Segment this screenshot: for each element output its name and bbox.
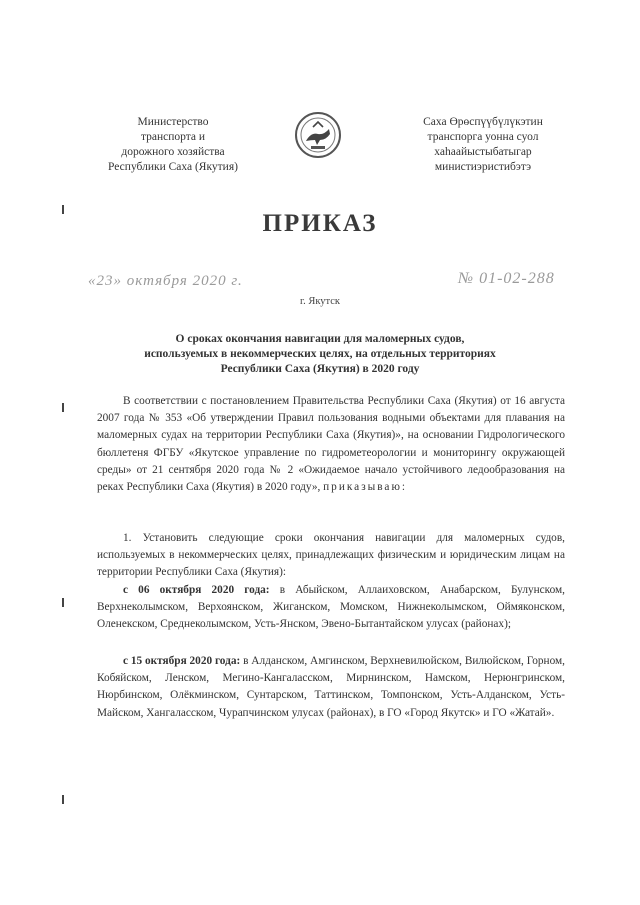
ministry-line: дорожного хозяйства — [121, 146, 225, 158]
ministry-line: Республики Саха (Якутия) — [108, 161, 238, 173]
ministry-name-russian — [88, 115, 258, 175]
item-1-text: 1. Установить следующие сроки окончания навигации для маломерных судов, используемых в некоммерческих целях, принадлежащих физическим и юридическим лицам на территории Республики Саха (Якутия): — [97, 532, 565, 579]
ministry-line: министиэристибэтэ — [434, 161, 532, 173]
margin-tick — [62, 795, 65, 804]
preamble-paragraph — [97, 393, 565, 496]
subject-line: используемых в некоммерческих целях, на отдельных территориях — [144, 348, 496, 360]
item-1-paragraph — [97, 530, 565, 582]
ministry-name-yakut — [388, 115, 578, 175]
order-subject — [100, 332, 540, 377]
ministry-line: Саха Өрөспүүбүлүкэтин — [423, 116, 543, 128]
date-1-paragraph — [97, 582, 565, 634]
date-1-text: в Абыйском, Аллаиховском, Анабарском, Булунском, Верхнеколымском, Верхоянском, Жиганском, Момском, Нижнеколымском, Оймяконском, Оленекском, Среднеколымском, Усть-Янском, Эвено-Бытантайском улусах (районах); — [97, 584, 565, 631]
ministry-line: Министерство — [137, 116, 209, 128]
date-2-paragraph — [97, 653, 565, 722]
order-word: приказываю: — [323, 481, 408, 494]
ministry-line: транспорга уонна суол — [427, 131, 539, 143]
order-number: № 01-02-288 — [458, 270, 555, 287]
date-2-label: с 15 октября 2020 года: — [123, 655, 241, 667]
subject-line: О сроках окончания навигации для маломерных судов, — [175, 333, 465, 345]
subject-line: Республики Саха (Якутия) в 2020 году — [220, 363, 420, 375]
document-title: ПРИКАЗ — [262, 210, 378, 237]
city-label: г. Якутск — [299, 296, 341, 307]
date-1-label: с 06 октября 2020 года: — [123, 584, 270, 596]
ministry-line: хаһаайыстыбатыгар — [434, 146, 532, 158]
margin-tick — [62, 403, 65, 412]
date-2-text: в Алданском, Амгинском, Верхневилюйском, Вилюйском, Горном, Кобяйском, Ленском, Мегино-Кангаласском, Мирнинском, Намском, Нерюнгринском, Нюрбинском, Олёкминском, Сунтарском, Таттинском, Томпонском, Усть-Алданском, Усть-Майском, Хангаласском, Чурапчинском улусах (районах), в ГО «Город Якутск» и ГО «Жатай». — [97, 655, 565, 719]
coat-of-arms-icon — [293, 110, 343, 160]
preamble-text: В соответствии с постановлением Правительства Республики Саха (Якутия) от 16 августа 2007 года № 353 «Об утверждении Правил пользования водными объектами для плавания на маломерных судах на территории Республики Саха (Якутия)», на основании Гидрологического бюллетеня ФГБУ «Якутское управление по гидрометеорологии и мониторингу окружающей среды» от 21 сентября 2020 года № 2 «Ожидаемое начало устойчивого ледообразования на реках Республики Саха (Якутия) в 2020 году», — [97, 395, 565, 494]
margin-tick — [62, 598, 65, 607]
ministry-line: транспорта и — [140, 131, 206, 143]
order-date: «23» октября 2020 г. — [88, 273, 243, 289]
